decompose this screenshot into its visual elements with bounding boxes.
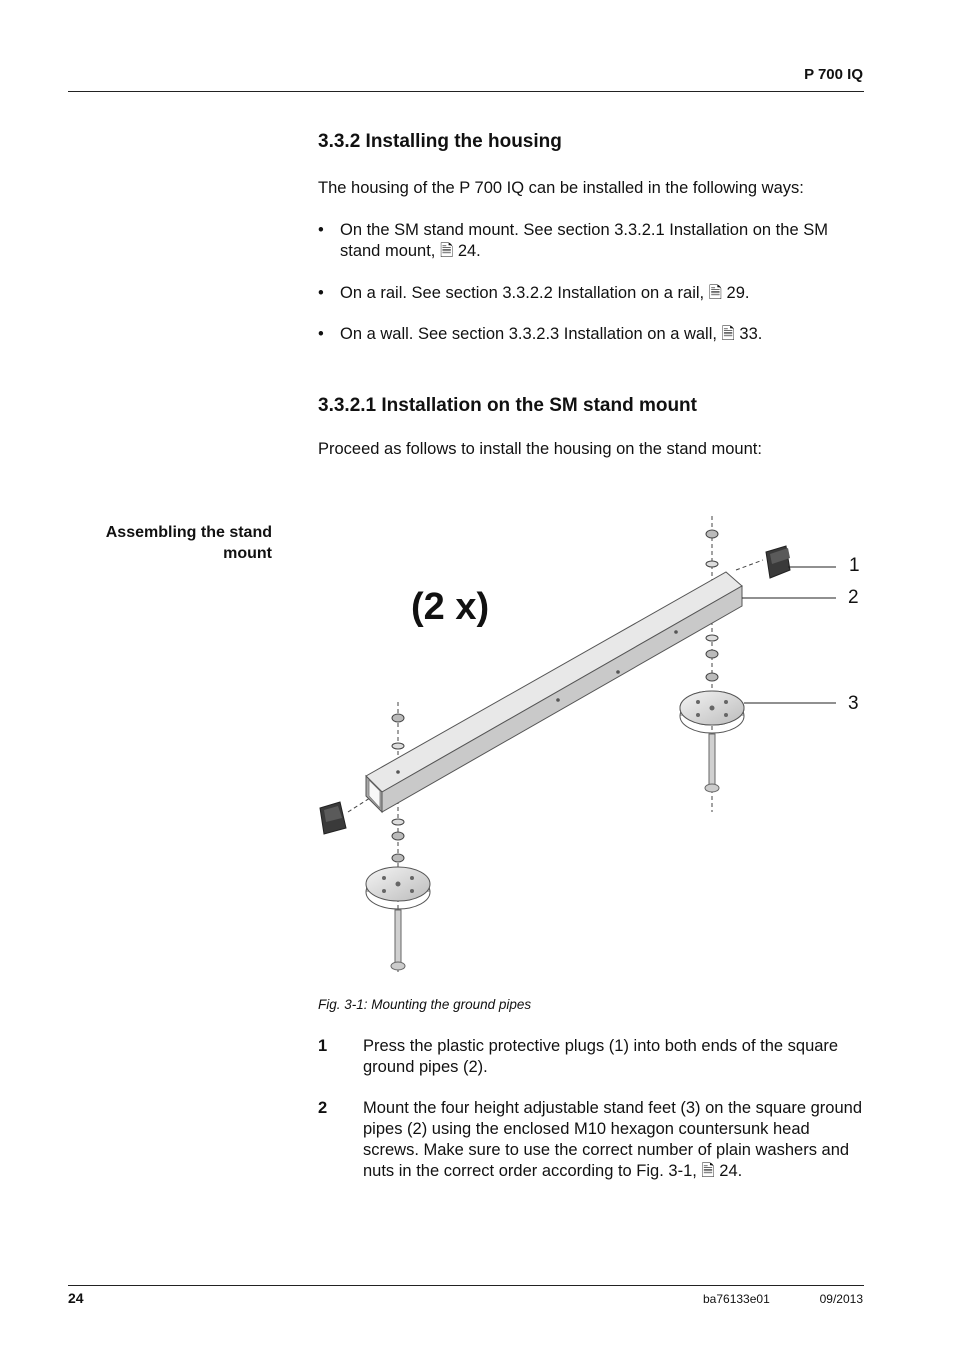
bullet-dot: • — [318, 325, 324, 343]
protective-plug — [766, 546, 790, 578]
bullet-dot: • — [318, 221, 324, 239]
section-intro: The housing of the P 700 IQ can be installed in the following ways: — [318, 179, 804, 197]
callout-number: 1 — [849, 555, 860, 576]
assembly-drawing — [318, 512, 864, 982]
margin-note: Assembling the stand mount — [105, 524, 272, 562]
step-item — [318, 1036, 864, 1078]
callout-number: 2 — [848, 587, 859, 608]
section-heading: 3.3.2 Installing the housing — [318, 131, 562, 152]
subsection-heading: 3.3.2.1 Installation on the SM stand mount — [318, 395, 697, 416]
list-item-text: On the SM stand mount. See section 3.3.2.1 Installation on the SM stand mount, 🗎 24. — [340, 221, 828, 260]
stand-foot — [366, 867, 430, 970]
page-number: 24 — [68, 1290, 84, 1306]
step-text: Mount the four height adjustable stand feet (3) on the square ground pipes (2) using the enclosed M10 hexagon countersunk head screws. Make sure to use the correct number of plain washers and nuts in the correct order according to Fig. 3-1, 🗎 24. — [363, 1099, 863, 1180]
list-item — [318, 283, 864, 304]
callout-number: 3 — [848, 693, 859, 714]
protective-plug — [320, 802, 346, 834]
figure-caption: Fig. 3-1: Mounting the ground pipes — [318, 997, 532, 1012]
list-item — [318, 220, 864, 262]
step-number: 2 — [318, 1099, 328, 1117]
list-item-text: On a wall. See section 3.3.2.3 Installation on a wall, 🗎 33. — [340, 325, 763, 343]
step-text: Press the plastic protective plugs (1) into both ends of the square ground pipes (2). — [363, 1037, 839, 1076]
assembly-figure — [318, 512, 864, 982]
step-number: 1 — [318, 1037, 328, 1055]
step-item — [318, 1098, 864, 1182]
subsection-intro: Proceed as follows to install the housing on the stand mount: — [318, 440, 762, 458]
footer-rule — [68, 1285, 864, 1286]
document-id: ba76133e01 — [703, 1292, 770, 1306]
header-rule — [68, 91, 864, 92]
stand-foot — [680, 691, 744, 792]
bullet-dot: • — [318, 284, 324, 302]
multiplier-label: (2 x) — [411, 586, 490, 628]
header-product-title: P 700 IQ — [804, 66, 863, 83]
list-item-text: On a rail. See section 3.3.2.2 Installation on a rail, 🗎 29. — [340, 284, 750, 302]
document-date: 09/2013 — [819, 1292, 863, 1306]
list-item — [318, 324, 864, 345]
